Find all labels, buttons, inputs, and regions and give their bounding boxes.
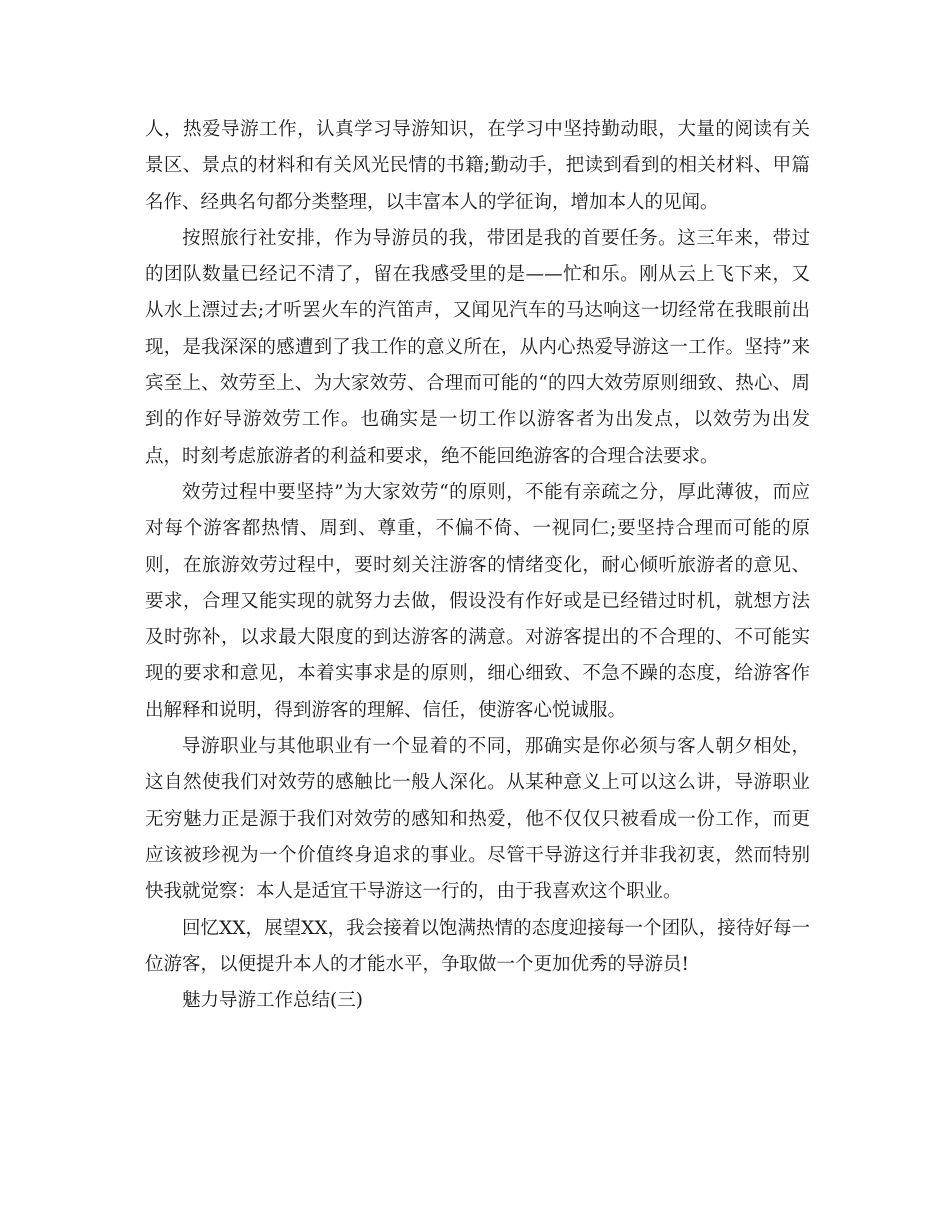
paragraph-continuation: 人，热爱导游工作，认真学习导游知识，在学习中坚持勤动眼，大量的阅读有关景区、景点的材料和有关风光民情的书籍;勤动手，把读到看到的相关材料、甲篇名作、经典名句都分类整理，以丰富本人的学征询，增加本人的见闻。 [145, 119, 810, 213]
paragraph-career-reflection: 导游职业与其他职业有一个显着的不同，那确实是你必须与客人朝夕相处，这自然使我们对效劳的感触比一般人深化。从某种意义上可以这么讲，导游职业无穷魅力正是源于我们对效劳的感知和热爱，他不仅仅只被看成一份工作，而更应该被珍视为一个价值终身追求的事业。尽管干导游这行并非我初衷，然而特别快我就觉察：本人是适宜干导游这一行的，由于我喜欢这个职业。 [145, 736, 810, 903]
paragraph-service-principle: 效劳过程中要坚持”为大家效劳“的原则，不能有亲疏之分，厚此薄彼，而应对每个游客都热情、周到、尊重，不偏不倚、一视同仁;要坚持合理而可能的原则，在旅游效劳过程中，要时刻关注游客的情绪变化，耐心倾听旅游者的意见、要求，合理又能实现的就努力去做，假设没有作好或是已经错过时机，就想方法及时弥补，以求最大限度的到达游客的满意。对游客提出的不合理的、不可能实现的要求和意见，本着实事求是的原则，细心细致、不急不躁的态度，给游客作出解释和说明，得到游客的理解、信任，使游客心悦诚服。 [145, 481, 810, 721]
paragraph-outlook: 回忆XX，展望XX，我会接着以饱满热情的态度迎接每一个团队，接待好每一位游客，以便提升本人的才能水平，争取做一个更加优秀的导游员! [145, 917, 810, 975]
section-heading: 魅力导游工作总结(三) [182, 990, 363, 1012]
paragraph-tour-duty: 按照旅行社安排，作为导游员的我，带团是我的首要任务。这三年来，带过的团队数量已经记不清了，留在我感受里的是——忙和乐。刚从云上飞下来，又从水上漂过去;才听罢火车的汽笛声，又闻见汽车的马达响这一切经常在我眼前出现，是我深深的感遭到了我工作的意义所在，从内心热爱导游这一工作。坚持”来宾至上、效劳至上、为大家效劳、合理而可能的“的四大效劳原则细致、热心、周到的作好导游效劳工作。也确实是一切工作以游客者为出发点，以效劳为出发点，时刻考虑旅游者的利益和要求，绝不能回绝游客的合理合法要求。 [145, 227, 810, 467]
document-body [145, 112, 810, 1019]
